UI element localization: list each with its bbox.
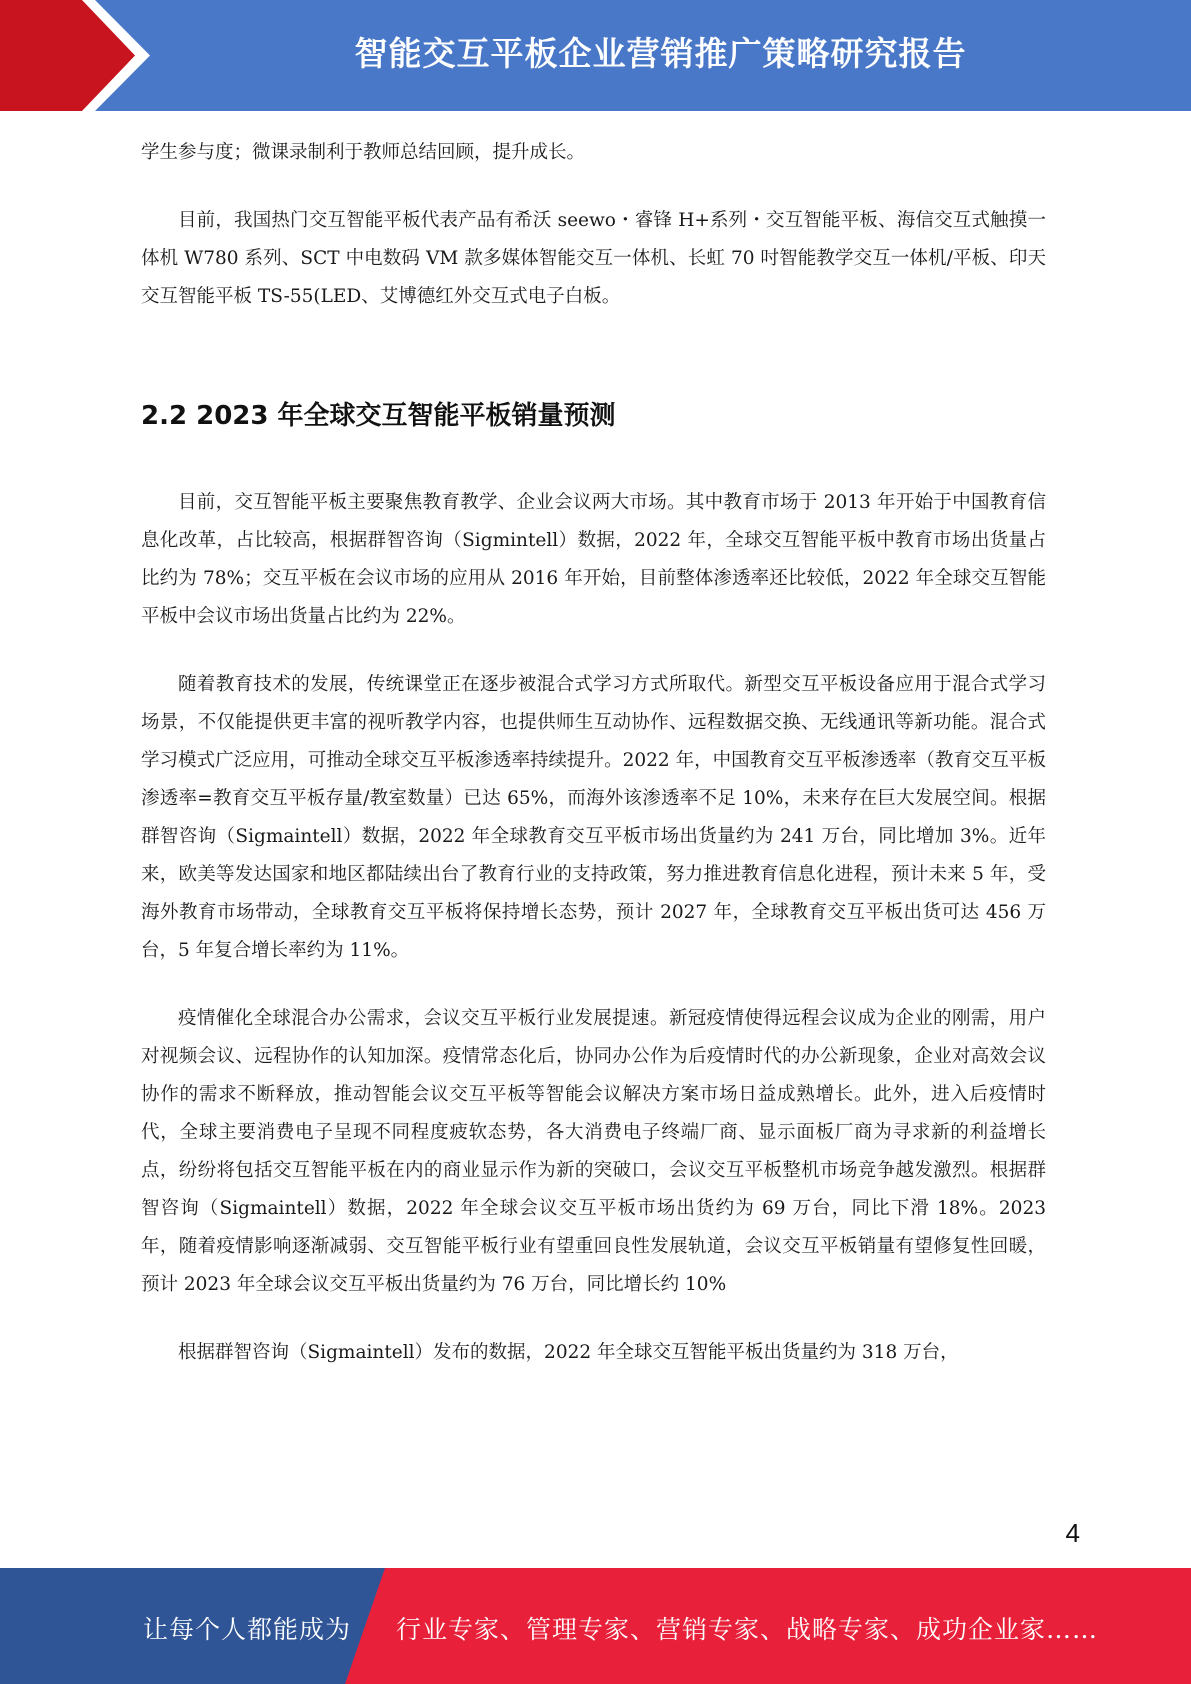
page-header (0, 0, 1191, 111)
document-body (141, 134, 1046, 1372)
paragraph-shipments: 根据群智咨询（Sigmaintell）发布的数据，2022 年全球交互智能平板出货量约为 318 万台， (178, 1342, 959, 1363)
paragraph-intro-continuation: 学生参与度；微课录制利于教师总结回顾，提升成长。 (141, 142, 586, 163)
paragraph-products: 目前，我国热门交互智能平板代表产品有希沃 seewo・睿锋 H+系列・交互智能平板、海信交互式触摸一体机 W780 系列、SCT 中电数码 VM 款多媒体智能交互一体机、长虹 70 吋智能教学交互一体机/平板、印天交互智能平板 TS-55(LED、艾博德红外交互式电子白板。 (141, 210, 1046, 307)
paragraph-meeting-market: 疫情催化全球混合办公需求，会议交互平板行业发展提速。新冠疫情使得远程会议成为企业的刚需，用户对视频会议、远程协作的认知加深。疫情常态化后，协同办公作为后疫情时代的办公新现象，企业对高效会议协作的需求不断释放，推动智能会议交互平板等智能会议解决方案市场日益成熟增长。此外，进入后疫情时代，全球主要消费电子呈现不同程度疲软态势，各大消费电子终端厂商、显示面板厂商为寻求新的利益增长点，纷纷将包括交互智能平板在内的商业显示作为新的突破口，会议交互平板整机市场竞争越发激烈。根据群智咨询（Sigmaintell）数据，2022 年全球会议交互平板市场出货约为 69 万台，同比下滑 18%。2023 年，随着疫情影响逐渐减弱、交互智能平板行业有望重回良性发展轨道，会议交互平板销量有望修复性回暖，预计 2023 年全球会议交互平板出货量约为 76 万台，同比增长约 10% (141, 1008, 1046, 1295)
footer-slogan-right: 行业专家、管理专家、营销专家、战略专家、成功企业家…… (396, 1615, 1099, 1644)
page-footer (0, 1568, 1191, 1684)
footer-slogan-left: 让每个人都能成为 (143, 1615, 352, 1644)
paragraph-market-overview: 目前，交互智能平板主要聚焦教育教学、企业会议两大市场。其中教育市场于 2013 年开始于中国教育信息化改革，占比较高，根据群智咨询（Sigmintell）数据，2022 年，全球交互智能平板中教育市场出货量占比约为 78%；交互平板在会议市场的应用从 2016 年开始，目前整体渗透率还比较低，2022 年全球交互智能平板中会议市场出货量占比约为 22%。 (141, 492, 1046, 627)
page-number: 4 (1065, 1518, 1080, 1548)
section-heading: 2.2 2023 年全球交互智能平板销量预测 (141, 401, 616, 431)
paragraph-education-market: 随着教育技术的发展，传统课堂正在逐步被混合式学习方式所取代。新型交互平板设备应用于混合式学习场景，不仅能提供更丰富的视听教学内容，也提供师生互动协作、远程数据交换、无线通讯等新功能。混合式学习模式广泛应用，可推动全球交互平板渗透率持续提升。2022 年，中国教育交互平板渗透率（教育交互平板渗透率=教育交互平板存量/教室数量）已达 65%，而海外该渗透率不足 10%，未来存在巨大发展空间。根据群智咨询（Sigmaintell）数据，2022 年全球教育交互平板市场出货量约为 241 万台，同比增加 3%。近年来，欧美等发达国家和地区都陆续出台了教育行业的支持政策，努力推进教育信息化进程，预计未来 5 年，受海外教育市场带动，全球教育交互平板将保持增长态势，预计 2027 年，全球教育交互平板出货可达 456 万台，5 年复合增长率约为 11%。 (141, 674, 1046, 961)
report-title: 智能交互平板企业营销推广策略研究报告 (354, 34, 967, 73)
